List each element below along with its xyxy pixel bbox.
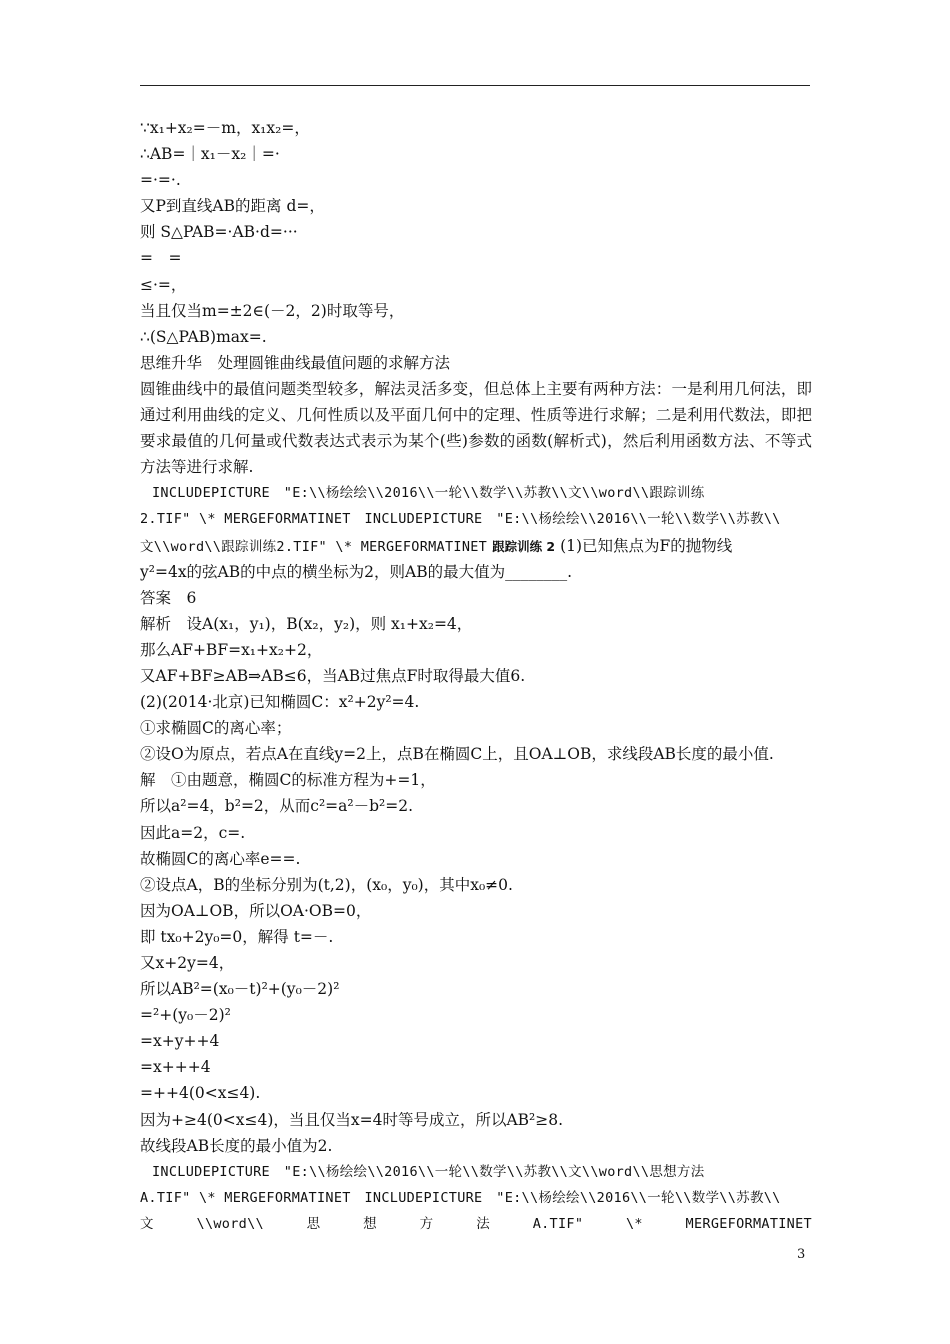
section-heading: 思维升华 处理圆锥曲线最值问题的求解方法 [140,353,451,372]
text-line: ∴AB=｜x₁－x₂｜=· [140,145,280,164]
header-rule [140,85,810,86]
text-line: 当且仅当m=±2∈(－2，2)时取等号， [140,301,405,320]
word: 法 [476,1215,490,1232]
text-line: 故椭圆C的离心率e==. [140,849,301,868]
text-line: 那么AF+BF=x₁+x₂+2， [140,640,323,659]
text-line: =²+(y₀－2)² [140,1006,231,1025]
field-code-line: A.TIF" \* MERGEFORMATINET INCLUDEPICTURE "E:\\杨绘绘\\2016\\一轮\\数学\\苏教\\ [140,1189,781,1206]
text-line: ②设O为原点，若点A在直线y=2上，点B在椭圆C上，且OA⊥OB，求线段AB长度的最小值. [140,745,774,764]
word: A.TIF" [532,1215,584,1232]
text-line: 又AF+BF≥AB⇒AB≤6，当AB过焦点F时取得最大值6. [140,666,526,685]
field-code-line: INCLUDEPICTURE "E:\\杨绘绘\\2016\\一轮\\数学\\苏教\\文\\word\\跟踪训练 [152,485,705,502]
text-line: 故线段AB长度的最小值为2. [140,1136,333,1155]
text-line: =++4(0<x≤4). [140,1084,261,1103]
document-body [140,115,812,1237]
word: 想 [363,1215,377,1232]
field-code-line: INCLUDEPICTURE "E:\\杨绘绘\\2016\\一轮\\数学\\苏教\\文\\word\\思想方法 [152,1163,705,1180]
word: \* [625,1215,643,1232]
text-line: =x+y++4 [140,1032,220,1051]
page-number: 3 [797,1247,806,1262]
answer-line: 答案 6 [140,588,197,607]
text-line: ≤·=， [140,275,187,294]
text-line: =x+++4 [140,1058,211,1077]
word: 方 [419,1215,434,1232]
text-line: 又P到直线AB的距离 d=， [140,197,325,216]
field-code-text: 文\\word\\跟踪训练2.TIF" \* MERGEFORMATINET [140,538,488,555]
text-line: =·=·. [140,171,181,190]
text-line: 又x+2y=4， [140,954,235,972]
text-line: 因为+≥4(0<x≤4)，当且仅当x=4时等号成立，所以AB²≥8. [140,1110,564,1129]
text-line: ∵x₁+x₂=－m，x₁x₂=， [140,119,310,137]
word: 文 [140,1215,154,1232]
text-line: y²=4x的弦AB的中点的横坐标为2，则AB的最大值为________. [140,562,573,581]
text-line: 因此a=2，c=. [140,823,246,842]
field-code-line: 2.TIF" \* MERGEFORMATINET INCLUDEPICTURE "E:\\杨绘绘\\2016\\一轮\\数学\\苏教\\ [140,511,781,528]
text-line: 即 tx₀+2y₀=0，解得 t=－. [140,927,334,946]
text-line: 所以a²=4，b²=2，从而c²=a²－b²=2. [140,797,414,816]
text-line: = = [140,249,182,268]
exercise-tag: 跟踪训练 2 [492,538,556,554]
word: \\word\\ [196,1215,264,1232]
summary-paragraph: 圆锥曲线中的最值问题类型较多，解法灵活多变，但总体上主要有两种方法：一是利用几何法，即通过利用曲线的定义、几何性质以及平面几何中的定理、性质等进行求解；二是利用代数法，即把要求最值的几何量或代数表达式表示为某个(些)参数的函数(解析式)，然后利用函数方法、不等式方法等进行求解. [140,379,812,477]
problem-text: (1)已知焦点为F的抛物线 [560,536,733,555]
text-line: 则 S△PAB=·AB·d=··· [140,223,298,242]
text-line: ②设点A，B的坐标分别为(t,2)，(x₀，y₀)，其中x₀≠0. [140,875,513,894]
word: MERGEFORMATINET [685,1215,812,1232]
text-line: 所以AB²=(x₀－t)²+(y₀－2)² [140,980,340,999]
text-line: ①求椭圆C的离心率； [140,719,292,738]
word: 思 [306,1215,321,1232]
text-line: ∴(S△PAB)max=. [140,327,267,346]
field-code-line [140,1211,812,1237]
text-line: 因为OA⊥OB，所以OA·OB=0， [140,901,372,920]
text-line: (2)(2014·北京)已知椭圆C：x²+2y²=4. [140,693,420,712]
text-line: 解析 设A(x₁，y₁)，B(x₂，y₂)，则 x₁+x₂=4， [140,614,473,633]
text-line: 解 ①由题意，椭圆C的标准方程为+=1， [140,771,436,790]
text-line [140,533,812,559]
